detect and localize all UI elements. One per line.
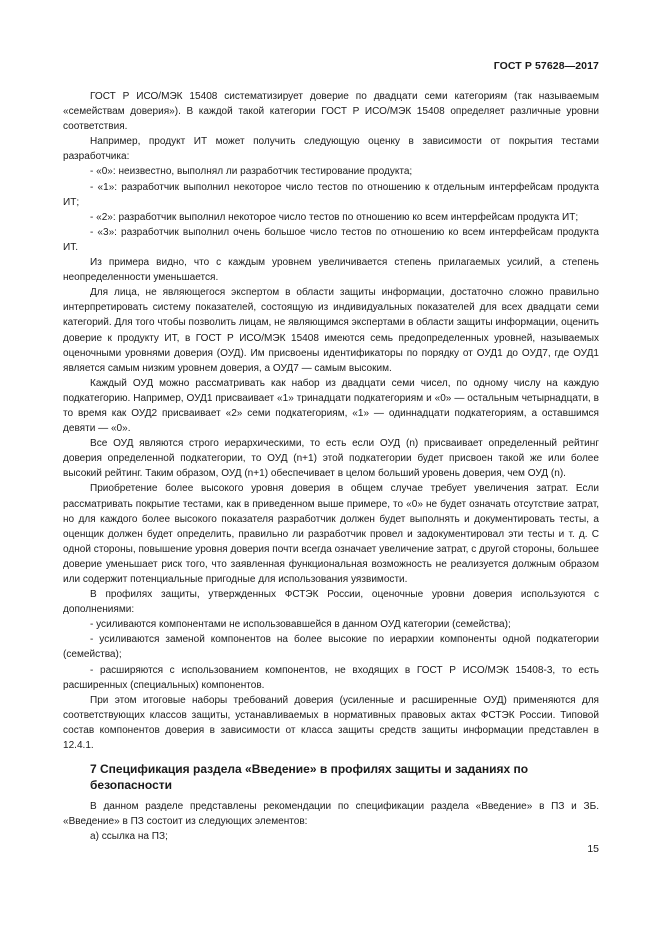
list-item: - расширяются с использованием компонентов, не входящих в ГОСТ Р ИСО/МЭК 15408-3, то есть расширенных (специальных) компонентов. <box>63 664 599 691</box>
section-heading: 7 Спецификация раздела «Введение» в профилях защиты и заданиях по безопасности <box>90 762 529 792</box>
paragraph: ГОСТ Р ИСО/МЭК 15408 систематизирует доверие по двадцати семи категориям (так называемым «семействам доверия»). В каждой такой категории ГОСТ Р ИСО/МЭК 15408 определяет различные уровни соответствия. <box>63 91 599 133</box>
paragraph: В данном разделе представлены рекомендации по спецификации раздела «Введение» в ПЗ и ЗБ. «Введение» в ПЗ состоит из следующих элементов: <box>63 801 599 828</box>
paragraph: При этом итоговые наборы требований доверия (усиленные и расширенные ОУД) применяются для соответствующих классов защиты, устанавливаемых в нормативных правовых актах ФСТЭК России. Типовой состав компонентов доверия в зависимости от класса защиты средств защиты информации представлен в 12.4.1. <box>63 694 599 752</box>
section-body <box>63 799 599 844</box>
paragraph: Все ОУД являются строго иерархическими, то есть если ОУД (n) присваивает определенный рейтинг доверия определенной подкатегории, то ОУД (n+1) этой подкатегории будет присвоен такой же или более высокий рейтинг. Таким образом, ОУД (n+1) обеспечивает в целом больший уровень доверия, чем ОУД (n). <box>63 438 599 480</box>
paragraph: Например, продукт ИТ может получить следующую оценку в зависимости от покрытия тестами разработчика: <box>63 136 599 163</box>
list-item: - «0»: неизвестно, выполнял ли разработчик тестирование продукта; <box>90 166 413 178</box>
paragraph: Каждый ОУД можно рассматривать как набор из двадцати семи чисел, по одному числу на каждую подкатегорию. Например, ОУД1 присваивает «1» тринадцати подкатегориям и «0» — остальным четырнадцати, в то время как ОУД2 присваивает «2» семи подкатегориям, «1» — одиннадцати подкатегориям, а оставшимся девяти — «0». <box>63 377 599 435</box>
list-item: - «3»: разработчик выполнил очень большое число тестов по отношению ко всем интерфейсам продукта ИТ. <box>63 226 599 253</box>
paragraph: Для лица, не являющегося экспертом в области защиты информации, достаточно сложно правильно интерпретировать систему показателей, состоящую из индивидуальных показателей для всех двадцати семи категорий. Для того чтобы позволить лицам, не являющимся экспертами в области защиты информации, оценить доверие к продукту ИТ, в ГОСТ Р ИСО/МЭК 15408 имеются семь предопределенных уровней, называемых оценочными уровнями доверия (ОУД). Им присвоены идентификаторы по порядку от ОУД1 до ОУД7, где ОУД1 является самым низким уровнем доверия, а ОУД7 — самым высоким. <box>63 287 599 374</box>
paragraph: Приобретение более высокого уровня доверия в общем случае требует увеличения затрат. Если рассматривать покрытие тестами, как в приведенном выше примере, то «0» не будет означать отсутствие затрат, но для каждого более высокого показателя разработчик должен будет выполнять и документировать тесты, а оценщик должен будет определить, правильно ли разработчик провел и задокументировал эти тесты и т. д. С одной стороны, повышение уровня доверия почти всегда означает увеличение затрат, с другой стороны, большее доверие уменьшает риск того, что заявленная функциональная возможность не реализуется должным образом или содержит потенциальные пригодные для использования уязвимости. <box>63 483 599 585</box>
page-number: 15 <box>587 843 599 855</box>
list-item: - «2»: разработчик выполнил некоторое число тестов по отношению ко всем интерфейсам продукта ИТ; <box>90 211 579 223</box>
list-item: - усиливаются заменой компонентов на более высокие по иерархии компоненты одной подкатегории (семейства); <box>63 634 599 661</box>
document-header: ГОСТ Р 57628—2017 <box>493 60 599 72</box>
list-item: - «1»: разработчик выполнил некоторое число тестов по отношению к отдельным интерфейсам продукта ИТ; <box>63 181 599 208</box>
list-item: - усиливаются компонентами не использовавшейся в данном ОУД категории (семейства); <box>90 619 511 631</box>
paragraph: Из примера видно, что с каждым уровнем увеличивается степень прилагаемых усилий, а степень неопределенности уменьшается. <box>63 257 599 284</box>
body-text <box>63 89 599 753</box>
list-item: а) ссылка на ПЗ; <box>90 831 168 843</box>
paragraph: В профилях защиты, утвержденных ФСТЭК России, оценочные уровни доверия используются с дополнениями: <box>63 589 599 616</box>
